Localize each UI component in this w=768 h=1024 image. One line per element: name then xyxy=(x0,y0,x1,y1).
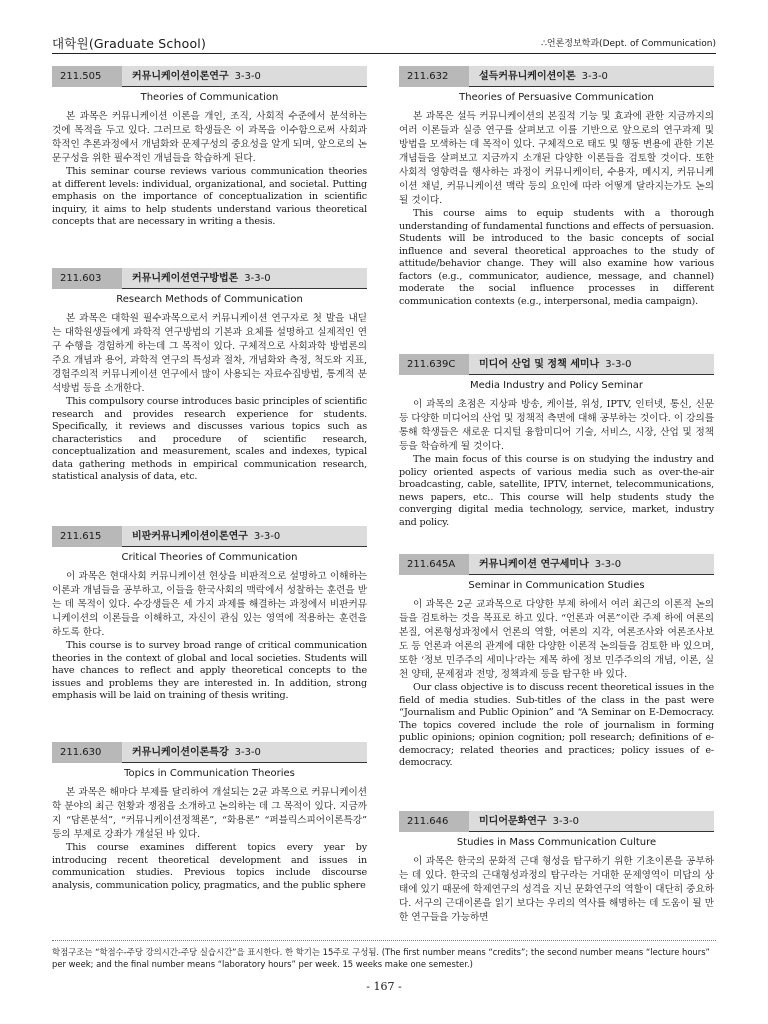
course-title-korean: 미디어문화연구 3-3-0 xyxy=(479,816,579,827)
course-code: 211.632 xyxy=(399,66,469,87)
course-entry xyxy=(399,66,714,308)
course-title-korean: 커뮤니케이션이론특강 3-3-0 xyxy=(132,747,261,758)
course-header-bar xyxy=(52,526,367,547)
course-title-english: Topics in Communication Theories xyxy=(124,768,295,779)
course-credits: 3-3-0 xyxy=(581,71,608,82)
course-credits: 3-3-0 xyxy=(253,531,281,542)
footer-divider xyxy=(52,940,716,941)
course-entry xyxy=(52,742,367,892)
course-description-english: The main focus of this course is on studying the industry and policy oriented aspects of various media such as over-the-air broadcasting, cable, satellite, IPTV, internet, telecommunications, news papers, etc.. This course will help students study the converging digital media technology, service, market, industry and policy. xyxy=(399,454,714,528)
course-header-bar xyxy=(399,66,714,87)
course-title-english: Theories of Communication xyxy=(140,92,279,103)
course-description-english: This course is to survey broad range of critical communication theories in the context of global and local societies. Students will have chances to reflect and apply theoretical concepts to the issues and problems they are interested in. In addition, strong emphasis will be laid on training of thesis writing. xyxy=(52,640,367,701)
course-title-korean: 설득커뮤니케이션이론 3-3-0 xyxy=(479,71,608,82)
course-entry xyxy=(52,268,367,484)
course-credits: 3-3-0 xyxy=(244,273,271,284)
course-title-english: Studies in Mass Communication Culture xyxy=(456,837,657,848)
course-code: 211.639C xyxy=(399,354,469,375)
course-description-english: Our class objective is to discuss recent theoretical issues in the field of media studies. Sub-titles of the class in the past were “Journalism and Public Opinion” and “A Seminar on E-Democracy. The topics covered include the role of journalism in forming public opinions; opinion cognition; poll research; definitions of e-democracy; related theories and practices; policy issues of e-democracy. xyxy=(399,682,714,768)
course-title-english: Research Methods of Communication xyxy=(116,294,303,305)
school-name: 대학원(Graduate School) xyxy=(52,36,207,51)
course-title-korean: 커뮤니케이션이론연구 3-3-0 xyxy=(132,71,261,82)
course-code: 211.646 xyxy=(399,811,469,832)
course-credits: 3-3-0 xyxy=(552,816,579,827)
course-description-korean: 본 과목은 설득 커뮤니케이션의 본질적 기능 및 효과에 관한 지금까지의 여러 이론들과 실증 연구를 살펴보고 이를 기반으로 앞으로의 연구과제 및 방법을 모색하는 데 목적이 있다. 구체적으로 태도 및 행동 변용에 관한 기본 개념들을 살펴보고 지금까지 소개된 다양한 이론들을 검토할 것이다. 또한 사회적 영향력을 행사하는 과정이 커뮤니케이터, 수용자, 메시지, 커뮤니케이션 채널, 커뮤니케이션 맥락 등의 요인에 따라 어떻게 달라지는가도 논의될 것이다. xyxy=(399,111,714,206)
course-title-korean: 미디어 산업 및 정책 세미나 3-3-0 xyxy=(479,359,632,370)
course-title-korean: 비판커뮤니케이션이론연구 3-3-0 xyxy=(132,531,281,542)
credit-structure-footnote: 학점구조는 “학점수-주당 강의시간-주당 실습시간”을 표시한다. 한 학기는 15주로 구성됨. (The first number means “credits”; the second number means “lecture hours” per week; and the final number means “laboratory hours” per week. 15 weeks make one semester.) xyxy=(52,947,710,969)
course-header-bar xyxy=(52,742,367,763)
course-code: 211.505 xyxy=(52,66,122,87)
course-description-korean: 본 과목은 대학원 필수과목으로서 커뮤니케이션 연구자로 첫 발을 내딛는 대학원생들에게 과학적 연구방법의 기본과 요체를 설명하고 실제적인 연구 수행을 경험하게 하는데 그 목적이 있다. 구체적으로 사회과학 방법론의 주요 개념과 용어, 과학적 연구의 특성과 절차, 개념화와 측정, 척도와 지표, 경험주의적 커뮤니케이션 연구에서 많이 사용되는 자료수집방법, 통계적 분석방법 등을 소개한다. xyxy=(52,313,367,394)
course-description-korean: 본 과목은 커뮤니케이션 이론을 개인, 조직, 사회적 수준에서 분석하는 것에 목적을 두고 있다. 그러므로 학생들은 이 과목을 이수함으로써 사회과학적인 추론과정에서 개념화와 문제구성의 중요성을 알게 되며, 앞으로의 논문구성을 위한 필수적인 개념들을 학습하게 된다. xyxy=(52,111,367,164)
course-code: 211.603 xyxy=(52,268,122,289)
course-header-bar xyxy=(399,554,714,575)
course-header-bar xyxy=(52,66,367,87)
course-description-english: This course aims to equip students with a thorough understanding of fundamental functions and effects of persuasion. Students will be introduced to the basic concepts of social influence and several theoretical approaches to the study of attitude/behavior change. They will also examine how various factors (e.g., communicator, audience, message, and channel) moderate the social influence processes in different communication contexts (e.g., interpersonal, media campaign). xyxy=(399,208,714,307)
course-description-english: This course examines different topics every year by introducing recent theoretical development and issues in communication studies. Previous topics include discourse analysis, communication policy, pragmatics, and the public sphere xyxy=(52,842,367,891)
course-title-english: Media Industry and Policy Seminar xyxy=(469,380,644,391)
course-credits: 3-3-0 xyxy=(234,747,261,758)
department-name: ∴언론정보학과(Dept. of Communication) xyxy=(541,39,716,49)
course-description-korean: 본 과목은 해마다 부제를 달리하여 개설되는 2균 과목으로 커뮤니케이션학 분야의 최근 현황과 쟁점을 소개하고 논의하는 데 그 목적이 있다. 지금까지 “담론분석”, “커뮤니케이션정책론”, “화용론” “퍼블릭스피어이론특강” 등의 부제로 강좌가 개설된 바 있다. xyxy=(52,787,367,840)
course-credits: 3-3-0 xyxy=(234,71,261,82)
course-code: 211.615 xyxy=(52,526,122,547)
course-credits: 3-3-0 xyxy=(594,559,622,570)
course-entry xyxy=(52,66,367,229)
course-header-bar xyxy=(52,268,367,289)
course-entry xyxy=(399,554,714,770)
course-title-korean: 커뮤니케이션 연구세미나 3-3-0 xyxy=(479,559,622,570)
course-entry xyxy=(399,811,714,925)
course-entry xyxy=(399,354,714,529)
course-title-english: Critical Theories of Communication xyxy=(121,552,298,563)
course-description-korean: 이 과목은 2군 교과목으로 다양한 부제 하에서 여러 최근의 이론적 논의들을 검토하는 것을 목표로 하고 있다. “언론과 여론”이란 주제 하에 여론의 본질, 여론형성과정에서 언론의 역할, 여론의 지각, 여론조사와 여론조사보도 등 언론과 여론의 관계에 대한 다양한 이론적 논의들을 검토한 바 있으며, 또한 ‘정보 민주주의 세미나’라는 제목 하에 정보 민주주의의 개념, 이론, 실천 양태, 문제점과 전망, 정책과제 등을 탐구한 바 있다. xyxy=(399,599,714,680)
course-title-korean: 커뮤니케이션연구방법론 3-3-0 xyxy=(132,273,271,284)
page-number: - 167 - xyxy=(366,980,402,993)
course-description-korean: 이 과목은 현대사회 커뮤니케이션 현상을 비판적으로 설명하고 이해하는 이론과 개념들을 공부하고, 이들을 한국사회의 맥락에서 성찰하는 훈련을 받는 데 목적이 있다. 수강생들은 세 가지 과제를 해결하는 과정에서 비판커뮤니케이션의 이론들을 이해하고, 자신이 관심 있는 영역에 적용하는 훈련을 하도록 한다. xyxy=(52,571,367,638)
course-code: 211.645A xyxy=(399,554,469,575)
course-title-english: Theories of Persuasive Communication xyxy=(459,92,654,103)
course-credits: 3-3-0 xyxy=(605,359,632,370)
course-code: 211.630 xyxy=(52,742,122,763)
course-title-english: Seminar in Communication Studies xyxy=(468,580,645,591)
course-description-korean: 이 과목은 한국의 문화적 근대 형성을 탐구하기 위한 기초이론을 공부하는 데 있다. 한국의 근대형성과정의 탐구라는 거대한 문제영역이 미답의 상태에 있기 때문에 학제연구의 성격을 지닌 문화연구의 역할이 대단히 중요하다. 서구의 근대이론을 읽기 보다는 우리의 역사를 해명하는 데 도움이 될 만한 연구들을 가능하면 xyxy=(399,856,714,923)
course-header-bar xyxy=(399,811,714,832)
course-header-bar xyxy=(399,354,714,375)
page-header xyxy=(52,32,716,54)
course-description-english: This seminar course reviews various communication theories at different levels: individual, organizational, and societal. Putting emphasis on the importance of conceptualization in scientific inquiry, it aims to help students understand various theoretical concepts that are necessary in writing a thesis. xyxy=(52,166,367,227)
course-entry xyxy=(52,526,367,703)
course-description-english: This compulsory course introduces basic principles of scientific research and provides research experience for students. Specifically, it reviews and discusses various topics such as characteristics and procedure of scientific research, conceptualization and measurement, scales and indexes, typical data gathering methods in empirical communication research, statistical analysis of data, etc. xyxy=(52,396,367,482)
course-description-korean: 이 과목의 초점은 지상파 방송, 케이블, 위성, IPTV, 인터넷, 통신, 신문 등 다양한 미디어의 산업 및 정책적 측면에 대해 공부하는 것이다. 이 강의를 통해 학생들은 새로운 디지털 융합미디어 기술, 서비스, 시장, 산업 및 정책 등을 학습하게 될 것이다. xyxy=(399,399,714,452)
